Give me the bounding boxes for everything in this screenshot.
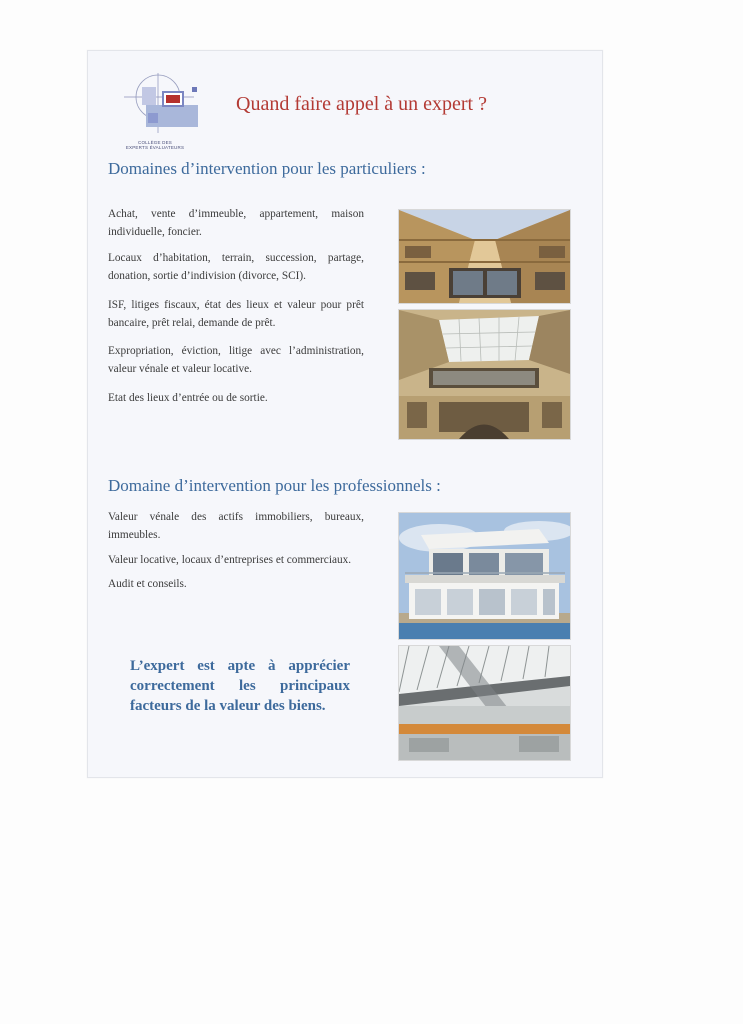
list-item: Valeur locative, locaux d’entreprises et commerciaux. [108,554,352,566]
atrium-skylight-photo [398,309,571,440]
modern-villa-photo [398,512,571,640]
list-item: Expropriation, éviction, litige avec l’administration, valeur vénale et valeur locative. [108,345,364,375]
atrium-illustration [399,310,570,439]
logo-caption-line-1: COLLÈGE DES [138,140,172,145]
list-item: Achat, vente d’immeuble, appartement, maison individuelle, foncier. [108,208,364,238]
section-heading-professionnels: Domaine d’intervention pour les professionnels : [108,476,441,495]
glass-roof-photo [398,645,571,761]
glass-roof-illustration [399,646,570,760]
logo-graphic [102,73,202,137]
college-experts-logo-icon [102,73,202,150]
list-item: Audit et conseils. [108,578,187,590]
logo-caption [120,140,190,150]
list-item: Etat des lieux d’entrée ou de sortie. [108,392,268,404]
list-item: Locaux d’habitation, terrain, succession, partage, donation, sortie d’indivision (divorce, SCI). [108,252,364,282]
logo-caption-line-2: EXPERTS ÉVALUATEURS [125,145,185,150]
facade-illustration [399,210,570,303]
section-heading-particuliers: Domaines d’intervention pour les particuliers : [108,159,426,178]
building-facade-photo [398,209,571,304]
list-item: ISF, litiges fiscaux, état des lieux et valeur pour prêt bancaire, prêt relai, demande de prêt. [108,299,364,329]
expert-quote: L’expert est apte à apprécier correctement les principaux facteurs de la valeur des biens. [130,658,350,714]
villa-illustration [399,513,570,639]
brochure-page [87,50,603,778]
list-item: Valeur vénale des actifs immobiliers, bureaux, immeubles. [108,511,364,541]
page-title: Quand faire appel à un expert ? [236,93,487,115]
